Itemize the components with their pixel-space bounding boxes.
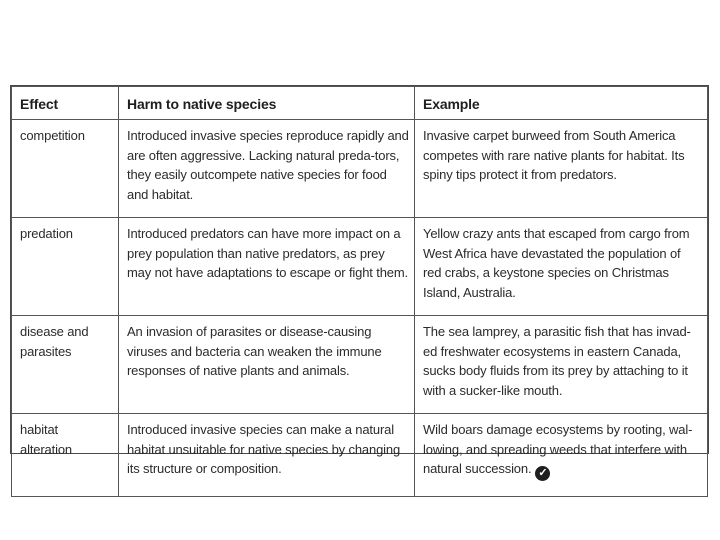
header-effect: Effect <box>12 87 119 120</box>
table-header-row <box>12 87 708 120</box>
header-harm: Harm to native species <box>119 87 415 120</box>
table-row <box>12 120 708 218</box>
example-text: Wild boars damage ecosystems by rooting, wal-lowing, and spreading weeds that interfere with natural succession. <box>423 422 693 476</box>
harm-cell: Introduced predators can have more impact on a prey population than native predators, as prey may not have adaptations to escape or fight them. <box>119 218 415 316</box>
invasive-species-table <box>10 85 709 479</box>
table-row <box>12 316 708 414</box>
harm-cell: Introduced invasive species reproduce rapidly and are often aggressive. Lacking natural preda-tors, they easily outcompete native species for food and habitat. <box>119 120 415 218</box>
effect-cell: competition <box>12 120 119 218</box>
effect-cell: disease and parasites <box>12 316 119 414</box>
example-cell: Invasive carpet burweed from South America competes with rare native plants for habitat. Its spiny tips protect it from predators. <box>415 120 708 218</box>
example-cell: The sea lamprey, a parasitic fish that has invad-ed freshwater ecosystems in eastern Canada, sucks body fluids from its prey by attaching to it with a sucker-like mouth. <box>415 316 708 414</box>
harm-cell: An invasion of parasites or disease-causing viruses and bacteria can weaken the immune responses of native plants and animals. <box>119 316 415 414</box>
effect-cell: habitat alteration <box>12 414 119 497</box>
effects-table <box>11 86 708 497</box>
example-cell-last <box>415 414 708 497</box>
header-example: Example <box>415 87 708 120</box>
table-row <box>12 414 708 497</box>
table-row <box>12 218 708 316</box>
effect-cell: predation <box>12 218 119 316</box>
harm-cell: Introduced invasive species can make a natural habitat unsuitable for native species by changing its structure or composition. <box>119 414 415 497</box>
check-circle-icon: ✓ <box>535 466 550 481</box>
example-cell: Yellow crazy ants that escaped from cargo from West Africa have devastated the population of red crabs, a keystone species on Christmas Island, Australia. <box>415 218 708 316</box>
